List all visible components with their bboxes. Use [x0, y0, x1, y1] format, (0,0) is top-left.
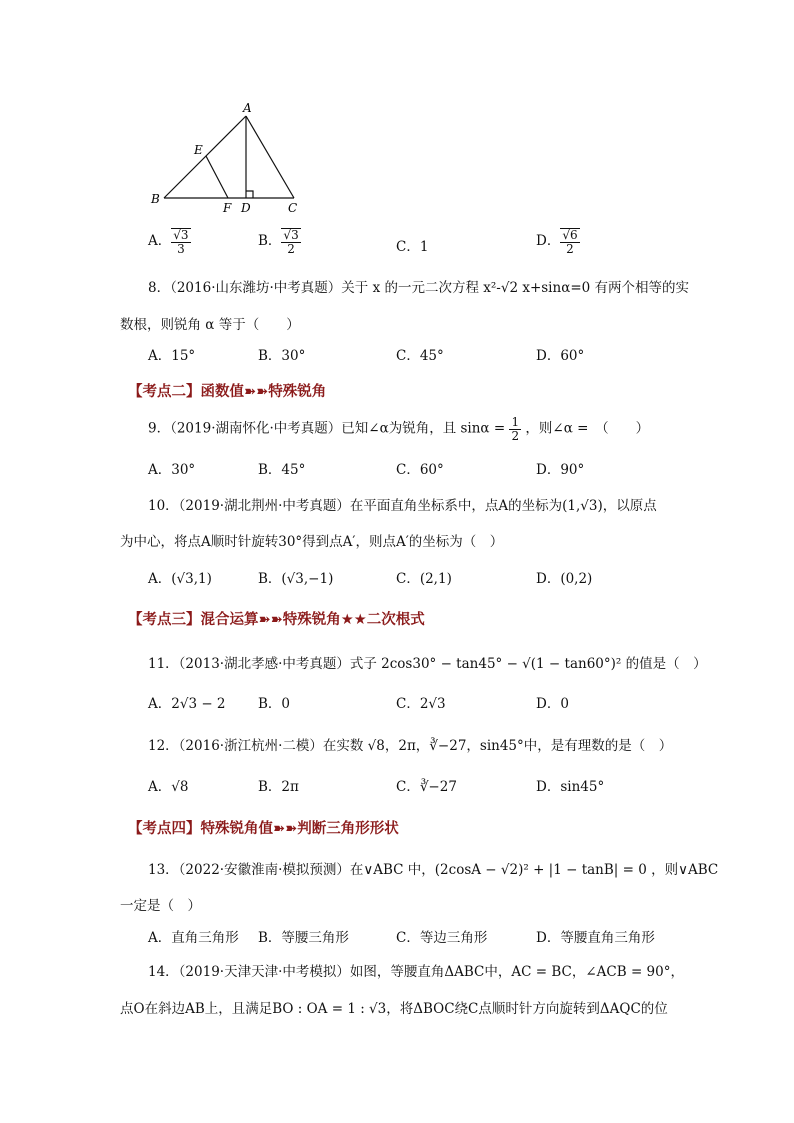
label-C: C — [288, 201, 298, 215]
label-D: D — [241, 201, 251, 215]
q9-text: 9．（2019·湖南怀化·中考真题）已知∠α为锐角，且 sinα = $\frac{1}{2}$ ，则∠α = （ ） — [148, 415, 650, 443]
q13-option-b: B．等腰三角形 — [258, 930, 349, 946]
q11-option-c: C．2√3 — [396, 696, 446, 712]
q8-option-c: C．45° — [396, 348, 444, 364]
q9-option-b: B．45° — [258, 462, 306, 478]
q12-option-c: C．∛−27 — [396, 779, 457, 795]
q9-option-a: A．30° — [148, 462, 196, 478]
q8-option-d: D．60° — [536, 348, 585, 364]
q7-option-d: D． $\frac{√6}{2}$ — [536, 228, 578, 256]
section-heading-4: 【考点四】特殊锐角值➽➽判断三角形形状 — [128, 821, 399, 837]
section-heading-2: 【考点二】函数值➽➽特殊锐角 — [128, 384, 327, 400]
q11-option-b: B．0 — [258, 696, 291, 712]
q12-option-b: B．2π — [258, 779, 299, 795]
q10-text-line2: 为中心，将点A顺时针旋转30°得到点A′，则点A′的坐标为（ ） — [120, 534, 504, 550]
q10-option-c: C．(2,1) — [396, 571, 452, 587]
q13-option-d: D．等腰直角三角形 — [536, 930, 655, 946]
q10-option-d: D．(0,2) — [536, 571, 593, 587]
q12-option-a: A．√8 — [148, 779, 189, 795]
triangle-figure — [140, 100, 320, 215]
q10-text-line1: 10．（2019·湖北荆州·中考真题）在平面直角坐标系中，点A的坐标为(1,√3)，以原点 — [148, 498, 657, 514]
q8-option-b: B．30° — [258, 348, 306, 364]
q7-option-b: B． $\frac{√3}{2}$ — [258, 228, 299, 256]
q7-option-c: C．1 — [396, 239, 429, 255]
q10-option-b: B．(√3,−1) — [258, 571, 334, 587]
q9-option-d: D．90° — [536, 462, 585, 478]
q8-text-line1: 8．（2016·山东潍坊·中考真题）关于 x 的一元二次方程 x²-√2 x+sinα=0 有两个相等的实 — [148, 280, 690, 296]
q11-text: 11．（2013·湖北孝感·中考真题）式子 2cos30° − tan45° − √(1 − tan60°)² 的值是（ ） — [148, 656, 707, 672]
q13-option-c: C．等边三角形 — [396, 930, 488, 946]
q14-text-line1: 14．（2019·天津天津·中考模拟）如图，等腰直角ΔABC中，AC = BC，∠ACB = 90°， — [148, 964, 684, 980]
q13-text-line1: 13．（2022·安徽淮南·模拟预测）在∨ABC 中，(2cosA − √2)² + |1 − tanB| = 0 ，则∨ABC — [148, 862, 719, 878]
label-B: B — [151, 192, 160, 206]
q8-option-a: A．15° — [148, 348, 196, 364]
q12-option-d: D．sin45° — [536, 779, 605, 795]
label-E: E — [194, 143, 203, 157]
q14-text-line2: 点O在斜边AB上，且满足BO : OA = 1 : √3，将ΔBOC绕C点顺时针方向旋转到ΔAQC的位 — [120, 1001, 668, 1017]
label-A: A — [243, 101, 252, 115]
q10-option-a: A．(√3,1) — [148, 571, 212, 587]
q7-option-a: A． $\frac{√3}{3}$ — [148, 228, 189, 256]
q11-option-a: A．2√3 − 2 — [148, 696, 226, 712]
section-heading-3: 【考点三】混合运算➽➽特殊锐角★★二次根式 — [128, 612, 425, 628]
q11-option-d: D．0 — [536, 696, 569, 712]
q8-text-line2: 数根，则锐角 α 等于（ ） — [120, 317, 300, 333]
q12-text: 12．（2016·浙江杭州·二模）在实数 √8，2π，∛−27，sin45°中，是有理数的是（ ） — [148, 738, 673, 754]
label-F: F — [223, 201, 232, 215]
q13-text-line2: 一定是（ ） — [120, 898, 201, 914]
q9-option-c: C．60° — [396, 462, 444, 478]
q13-option-a: A．直角三角形 — [148, 930, 239, 946]
